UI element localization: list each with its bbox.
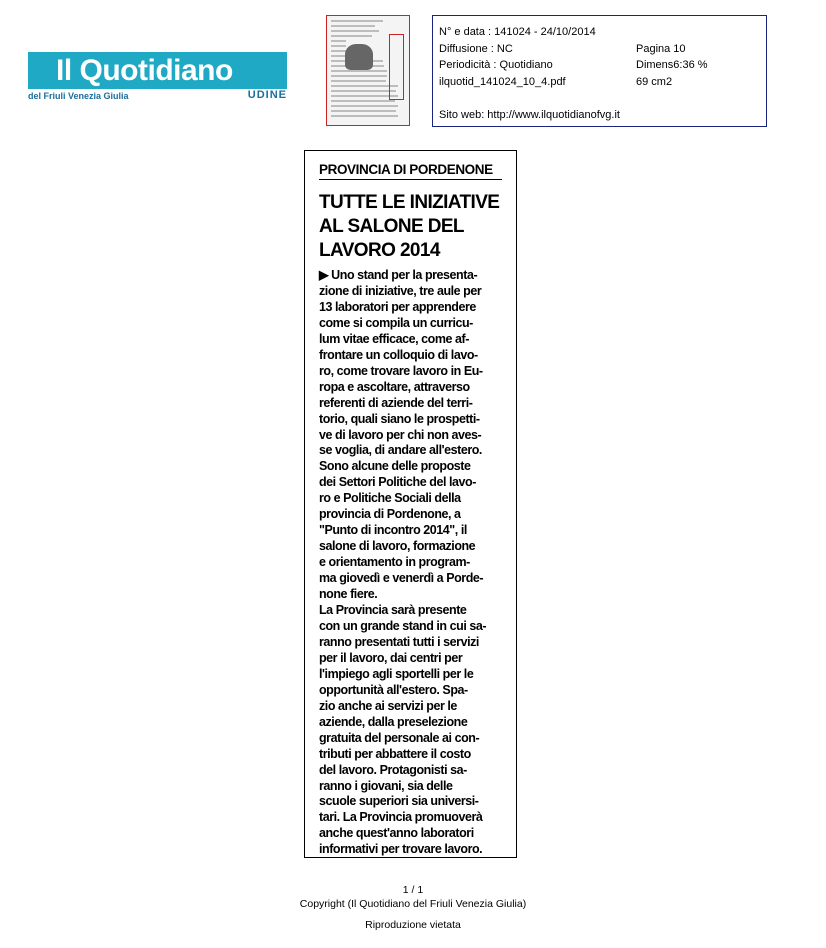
article-body-line: ro, come trovare lavoro in Eu- bbox=[319, 363, 483, 378]
article-body-line: l'impiego agli sportelli per le bbox=[319, 666, 474, 681]
article-body-line: torio, quali siano le prospetti- bbox=[319, 411, 480, 426]
article-body-line: anche quest'anno laboratori bbox=[319, 826, 474, 841]
article-body-line: Sono alcune delle proposte bbox=[319, 459, 471, 474]
article-body-line: La Provincia sarà presente bbox=[319, 603, 467, 618]
logo-title: Il Quotidiano bbox=[56, 54, 233, 87]
page-counter: 1 / 1 bbox=[402, 884, 424, 896]
article-body-line: gratuita del personale ai con- bbox=[319, 730, 480, 745]
article-body-line: lum vitae efficace, come af- bbox=[319, 331, 469, 346]
article-body-line: come si compila un curricu- bbox=[319, 315, 473, 330]
page-thumbnail bbox=[326, 15, 410, 126]
article-body-line: frontare un colloquio di lavo- bbox=[319, 347, 478, 362]
article-body-line: ma giovedì e venerdì a Porde- bbox=[319, 571, 484, 586]
info-pagina: Pagina 10 bbox=[636, 43, 686, 55]
article-body-line: ropa e ascoltare, attraverso bbox=[319, 379, 470, 394]
info-area: 69 cm2 bbox=[636, 76, 673, 88]
article-body bbox=[319, 268, 514, 858]
article-body-line: ro e Politiche Sociali della bbox=[319, 491, 461, 506]
article-body-line: aziende, dalla preselezione bbox=[319, 714, 468, 729]
headline-line: AL SALONE DEL bbox=[319, 216, 464, 237]
article-body-line: con un grande stand in cui sa- bbox=[319, 618, 487, 633]
info-website: Sito web: http://www.ilquotidianofvg.it bbox=[439, 109, 620, 121]
article-body-line: provincia di Pordenone, a bbox=[319, 507, 461, 522]
headline-line: TUTTE LE INIZIATIVE bbox=[319, 192, 500, 213]
article-body-line: zio anche ai servizi per le bbox=[319, 698, 457, 713]
info-diffusione: Diffusione : NC bbox=[439, 43, 513, 55]
logo-edition: UDINE bbox=[247, 89, 287, 101]
article-body-line: e orientamento in program- bbox=[319, 555, 470, 570]
clipping-info-box bbox=[432, 15, 767, 127]
article-body-line: 13 laboratori per apprendere bbox=[319, 299, 476, 314]
logo-subtitle: del Friuli Venezia Giulia bbox=[28, 91, 129, 101]
info-dimens: Dimens6:36 % bbox=[636, 59, 708, 71]
headline-line: LAVORO 2014 bbox=[319, 240, 440, 261]
article-body-line: none fiere. bbox=[319, 587, 378, 602]
article-body-line: ▶ Uno stand per la presenta- bbox=[319, 268, 478, 282]
article-body-line: dei Settori Politiche del lavo- bbox=[319, 475, 476, 490]
article-body-line: se voglia, di andare all'estero. bbox=[319, 443, 482, 458]
info-number-date: N° e data : 141024 - 24/10/2014 bbox=[439, 26, 596, 38]
newspaper-logo bbox=[28, 52, 287, 102]
thumbnail-article-highlight bbox=[389, 34, 404, 100]
logo-bar bbox=[28, 52, 287, 89]
article-body-line: informativi per trovare lavoro. bbox=[319, 842, 483, 857]
section-heading: PROVINCIA DI PORDENONE bbox=[319, 162, 502, 180]
info-file: ilquotid_141024_10_4.pdf bbox=[439, 76, 566, 88]
reproduction-notice: Riproduzione vietata bbox=[365, 919, 461, 931]
article-headline bbox=[319, 191, 509, 263]
article-body-line: ranno presentati tutti i servizi bbox=[319, 634, 479, 649]
article-body-line: scuole superiori sia universi- bbox=[319, 794, 479, 809]
article-body-line: del lavoro. Protagonisti sa- bbox=[319, 762, 467, 777]
article-body-line: tributi per abbattere il costo bbox=[319, 746, 471, 761]
article-body-line: tari. La Provincia promuoverà bbox=[319, 810, 483, 825]
article-body-line: zione di iniziative, tre aule per bbox=[319, 283, 482, 298]
thumbnail-photo bbox=[345, 44, 373, 70]
article-body-line: per il lavoro, dai centri per bbox=[319, 650, 463, 665]
article-clipping bbox=[304, 150, 517, 858]
copyright-notice: Copyright (Il Quotidiano del Friuli Venezia Giulia) bbox=[299, 898, 527, 910]
article-body-line: opportunità all'estero. Spa- bbox=[319, 682, 468, 697]
info-periodicita: Periodicità : Quotidiano bbox=[439, 59, 553, 71]
article-body-line: ve di lavoro per chi non aves- bbox=[319, 427, 482, 442]
article-body-line: "Punto di incontro 2014", il bbox=[319, 523, 467, 538]
article-body-line: referenti di aziende del terri- bbox=[319, 395, 473, 410]
article-body-line: ranno i giovani, sia delle bbox=[319, 778, 453, 793]
article-body-line: salone di lavoro, formazione bbox=[319, 539, 476, 554]
